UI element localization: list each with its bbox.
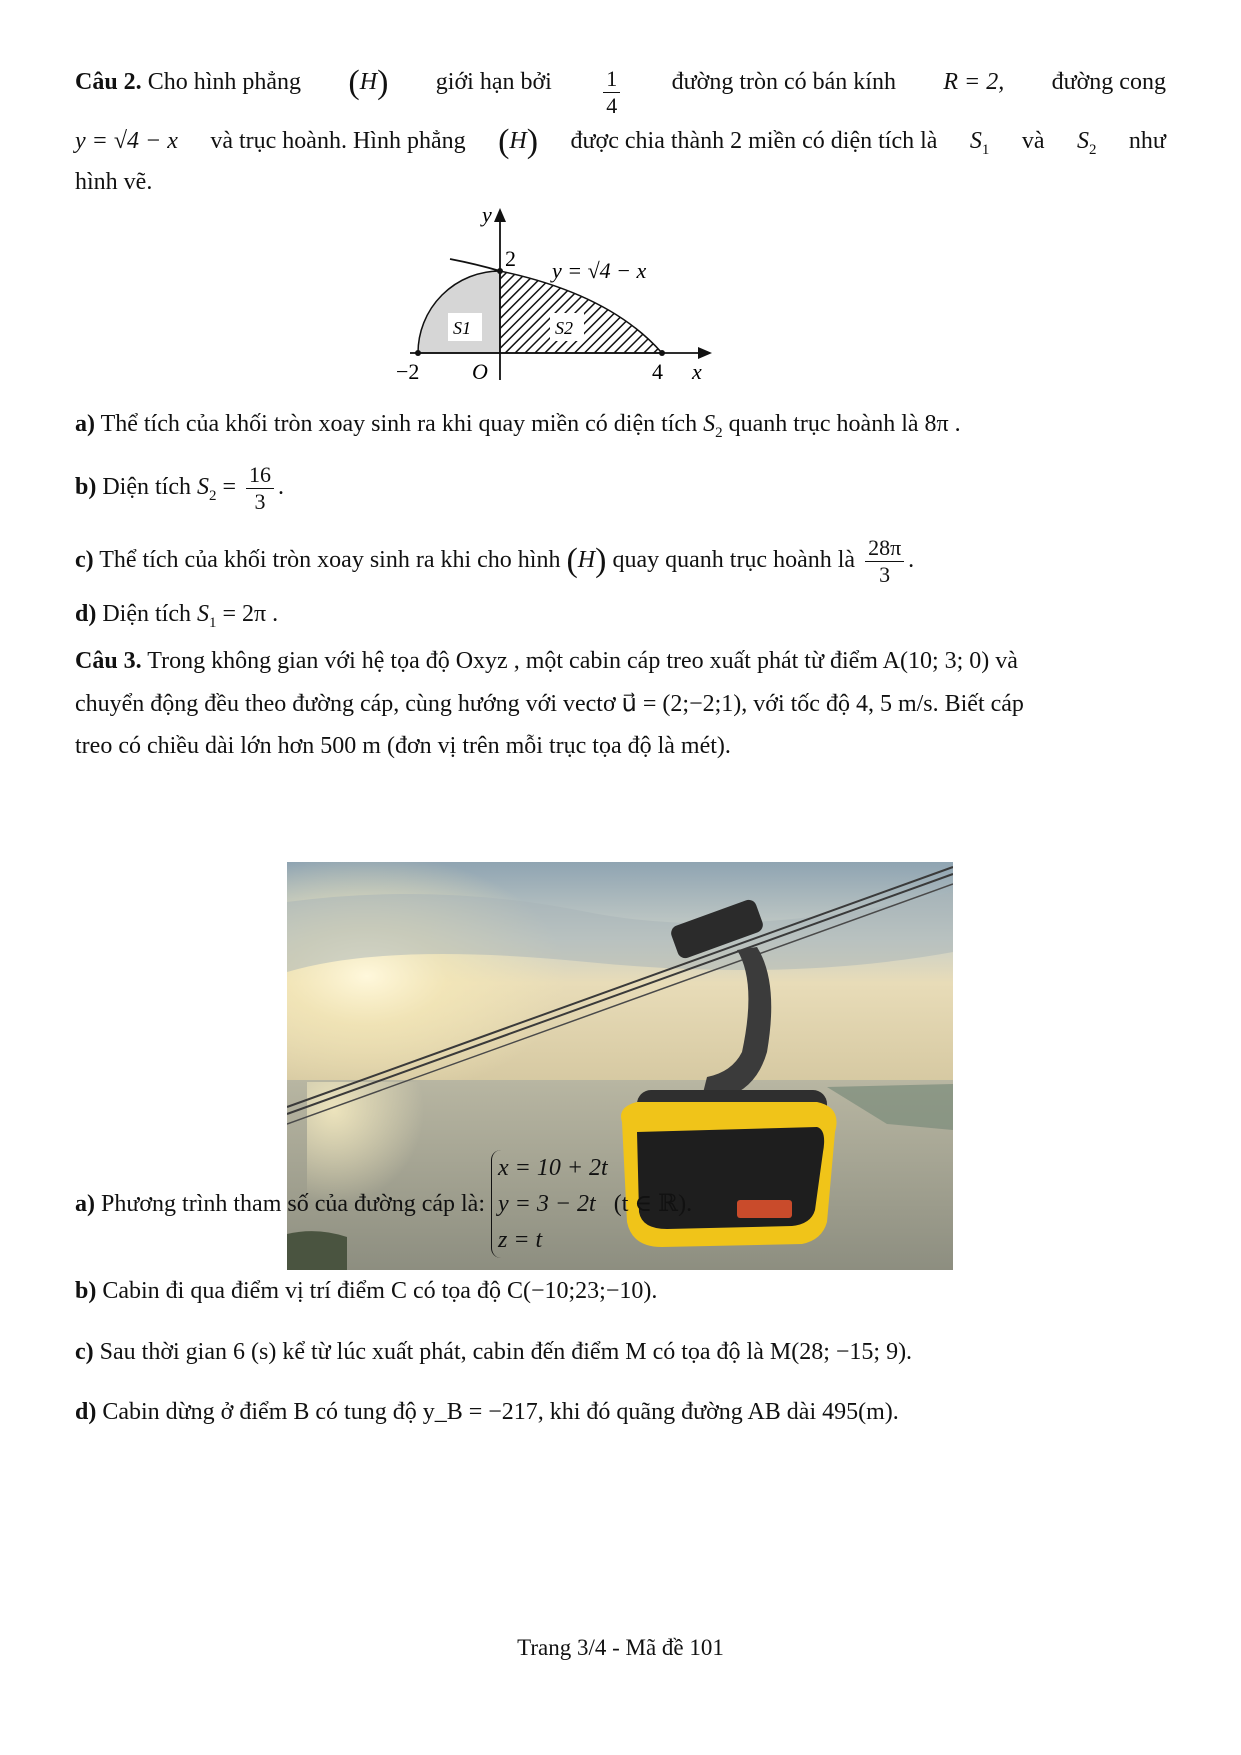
parametric-system: x = 10 + 2t y = 3 − 2t z = t — [491, 1150, 608, 1258]
q2-statement-c: c) Thể tích của khối tròn xoay sinh ra khi cho hình (H) quay quanh trục hoành là $\frac{28\pi}{3}$ . — [75, 535, 915, 587]
q2-statement-d: d) Diện tích $S_1 = 2\pi$ . — [75, 601, 279, 631]
s1-symbol: $S_1$ — [969, 128, 990, 158]
q3-statement-a: a) Phương trình tham số của đường cáp là: x = 10 + 2t y = 3 − 2t z = t (t ∈ ℝ). — [75, 1150, 1166, 1258]
q3-line-1: Câu 3. Trong không gian với hệ tọa độ Oxyz , một cabin cáp treo xuất phát từ điểm A(10; 3; 0) và — [75, 648, 1018, 674]
tick-2: 2 — [505, 246, 516, 271]
s1-label: S1 — [453, 318, 471, 338]
x-axis-label: x — [692, 359, 702, 384]
q2-text: và — [1021, 128, 1045, 154]
q2-line-2 — [75, 125, 1166, 166]
q3-statement-c: c) Sau thời gian 6 (s) kể từ lúc xuất phát, cabin đến điểm M có tọa độ là M(28; −15; 9). — [75, 1339, 913, 1365]
x-axis-arrow — [698, 347, 712, 359]
q2-text: đường tròn có bán kính — [671, 69, 896, 95]
q2-text: Cho hình phẳng — [147, 69, 302, 95]
point-2 — [497, 268, 503, 274]
y-axis-arrow — [494, 208, 506, 222]
q3-statement-d: d) Cabin dừng ở điểm B có tung độ y_B = −217, khi đó quãng đường AB dài 495(m). — [75, 1399, 899, 1425]
s2-symbol: $S_2$ — [1076, 128, 1097, 158]
q2-statement-a: a) Thể tích của khối tròn xoay sinh ra khi quay miền có diện tích $S_2$ quanh trục hoành là 8π . — [75, 411, 961, 441]
curve-label: y = √4 − x — [552, 258, 647, 283]
q2-H: (H) — [498, 123, 539, 160]
origin-label: O — [472, 359, 488, 384]
area-figure — [380, 200, 820, 400]
point-4 — [659, 350, 665, 356]
q3-line-3: treo có chiều dài lớn hơn 500 m (đơn vị trên mỗi trục tọa độ là mét). — [75, 733, 731, 759]
tick-4: 4 — [652, 359, 663, 384]
s2-label: S2 — [555, 318, 573, 338]
curve-extension — [450, 259, 500, 271]
q2-line-3: hình vẽ. — [75, 169, 153, 195]
y-axis-label: y — [482, 202, 492, 227]
q2-text: giới hạn bởi — [435, 69, 552, 95]
page-footer: Trang 3/4 - Mã đề 101 — [517, 1635, 724, 1660]
q2-line-1 — [75, 66, 1166, 119]
q2-text: được chia thành 2 miền có diện tích là — [570, 128, 938, 154]
radius-value: R = 2, — [943, 69, 1005, 95]
q3-line-2: chuyển động đều theo đường cáp, cùng hướng với vectơ u⃗ = (2;−2;1), với tốc độ 4, 5 m/s. Biết cáp — [75, 691, 1024, 717]
q2-text: và trục hoành. Hình phẳng — [210, 128, 466, 154]
q2-label: Câu 2. — [75, 69, 142, 95]
tick-neg2: −2 — [396, 359, 420, 384]
point-neg2 — [415, 350, 421, 356]
q2-text: như — [1128, 128, 1166, 154]
q2-text: đường cong — [1051, 69, 1166, 95]
fraction-one-quarter: $\frac{1}{4}$ — [603, 66, 620, 119]
q2-statement-b: b) Diện tích $S_2$ = $\frac{16}{3}$ . — [75, 462, 285, 514]
q3-statement-b: b) Cabin đi qua điểm vị trí điểm C có tọa độ C(−10;23;−10). — [75, 1278, 658, 1304]
q2-H: (H) — [348, 64, 389, 101]
curve-equation: y = √4 − x — [75, 128, 178, 154]
